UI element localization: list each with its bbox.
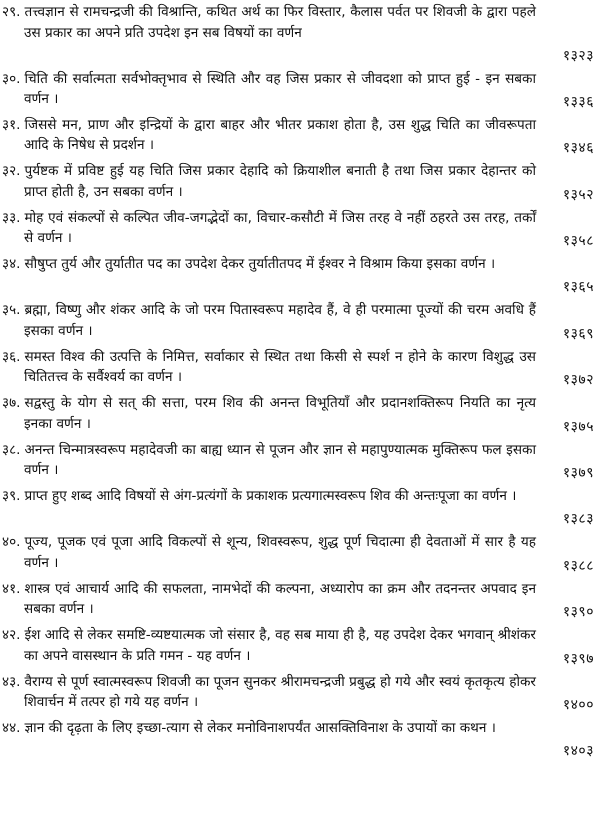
entry-text-block	[2, 393, 536, 434]
entry-number: ३५.	[2, 302, 21, 319]
entry-description: पूज्य, पूजक एवं पूजा आदि विकल्पों से शून्य, शिवस्वरूप, शुद्ध पूर्ण चिदात्मा ही देवताओं में सार है यह वर्णन ।	[24, 534, 536, 571]
toc-entry	[2, 625, 596, 671]
toc-entry	[2, 161, 596, 207]
toc-entry	[2, 347, 596, 393]
entry-number: ४३.	[2, 673, 21, 690]
entry-page-number: १३७२	[562, 372, 594, 389]
entry-page-number: १३८८	[562, 557, 594, 574]
entry-text-block	[2, 347, 536, 388]
entry-page-number: १३७९	[562, 465, 594, 482]
entry-number: ३३.	[2, 209, 21, 226]
toc-entry	[2, 486, 596, 532]
table-of-contents	[2, 2, 596, 764]
toc-entry	[2, 69, 596, 115]
entry-text-block	[2, 208, 536, 249]
entry-page-number: १४०३	[562, 743, 594, 760]
entry-page-number: १३६५	[562, 279, 594, 296]
entry-page-number: १३८३	[562, 511, 594, 528]
toc-entry	[2, 440, 596, 486]
entry-description: प्राप्त हुए शब्द आदि विषयों से अंग-प्रत्यंगों के प्रकाशक प्रत्यगात्मस्वरूप शिव की अन्तःपूजा का वर्णन ।	[24, 488, 517, 505]
entry-text-block	[2, 161, 536, 202]
entry-description: ब्रह्मा, विष्णु और शंकर आदि के जो परम पितास्वरूप महादेव हैं, वे ही परमात्मा पूज्यों की चरम अवधि हैं इसका वर्णन ।	[24, 302, 536, 339]
entry-description: अनन्त चिन्मात्रस्वरूप महादेवजी का बाह्य ध्यान से पूजन और ज्ञान से महापुण्यात्मक मुक्तिरूप फल इसका वर्णन ।	[24, 441, 536, 479]
entry-page-number: १३५२	[562, 186, 594, 203]
entry-number: ३६.	[2, 348, 21, 365]
entry-text-block	[2, 440, 536, 481]
entry-text-block	[2, 300, 536, 341]
entry-description: जिससे मन, प्राण और इन्द्रियों के द्वारा बाहर और भीतर प्रकाश होता है, उस शुद्ध चिति का जीवरूपता आदि के निषेध से प्रदर्शन ।	[24, 116, 536, 154]
entry-description: शास्त्र एवं आचार्य आदि की सफलता, नामभेदों की कल्पना, अध्यारोप का क्रम और तदनन्तर अपवाद इन सबका वर्णन ।	[24, 580, 536, 618]
entry-description: मोह एवं संकल्पों से कल्पित जीव-जगद्भेदों का, विचार-कसौटी में जिस तरह वे नहीं ठहरते उस तरह, तर्कों से वर्णन ।	[24, 209, 536, 247]
toc-entry	[2, 254, 596, 300]
entry-number: ३९.	[2, 488, 21, 505]
entry-number: ४०.	[2, 534, 21, 551]
entry-text-block	[2, 486, 536, 507]
entry-number: ३०.	[2, 70, 21, 87]
entry-description: ज्ञान की दृढ़ता के लिए इच्छा-त्याग से लेकर मनोविनाशपर्यंत आसक्तिविनाश के उपायों का कथन ।	[24, 719, 496, 736]
entry-text-block	[2, 69, 536, 110]
entry-description: सौषुप्त तुर्य और तुर्यातीत पद का उपदेश देकर तुर्यातीतपद में ईश्वर ने विश्राम किया इसका वर्णन ।	[24, 256, 496, 273]
entry-number: २९.	[2, 4, 21, 20]
entry-page-number: १३२३	[562, 47, 594, 64]
entry-number: ३१.	[2, 116, 21, 133]
entry-page-number: १३९७	[562, 650, 594, 667]
entry-text-block	[2, 532, 536, 573]
entry-page-number: १४००	[562, 696, 594, 713]
toc-entry	[2, 208, 596, 254]
toc-entry	[2, 672, 596, 718]
toc-entry	[2, 2, 596, 69]
entry-page-number: १३५८	[562, 233, 594, 250]
entry-text-block	[2, 625, 536, 666]
entry-page-number: १३६९	[562, 325, 594, 342]
entry-number: ३४.	[2, 256, 21, 273]
entry-text-block	[2, 115, 536, 156]
entry-page-number: १३३६	[562, 93, 594, 110]
entry-number: ४१.	[2, 580, 21, 597]
entry-description: तत्त्वज्ञान से रामचन्द्रजी की विश्रान्ति, कथित अर्थ का फिर विस्तार, कैलास पर्वत पर शिवजी के द्वारा पहले उस प्रकार का अपने प्रति उपदेश इन सब विषयों का वर्णन	[24, 4, 536, 41]
toc-entry	[2, 300, 596, 346]
toc-entry	[2, 393, 596, 439]
toc-entry	[2, 718, 596, 764]
entry-text-block	[2, 2, 536, 43]
entry-description: सद्वस्तु के योग से सत् की सत्ता, परम शिव की अनन्त विभूतियाँ और प्रदानशक्तिरूप नियति का नृत्य इनका वर्णन ।	[24, 395, 536, 432]
entry-page-number: १३७५	[562, 418, 594, 435]
entry-page-number: १३९०	[562, 604, 594, 621]
entry-number: ३२.	[2, 163, 21, 180]
entry-description: चिति की सर्वात्मता सर्वभोक्तृभाव से स्थिति और वह जिस प्रकार से जीवदशा को प्राप्त हुई - इन सबका वर्णन ।	[24, 70, 536, 107]
entry-number: ३८.	[2, 441, 21, 458]
entry-description: ईश आदि से लेकर समष्टि-व्यष्टयात्मक जो संसार है, वह सब माया ही है, यह उपदेश देकर भगवान् श्रीशंकर का अपने वासस्थान के प्रति गमन - यह वर्णन ।	[24, 627, 536, 664]
toc-entry	[2, 579, 596, 625]
entry-description: समस्त विश्व की उत्पत्ति के निमित्त, सर्वाकार से स्थित तथा किसी से स्पर्श न होने के कारण विशुद्ध उस चितितत्त्व के सर्वैश्वर्य का वर्णन ।	[24, 348, 536, 386]
toc-entry	[2, 532, 596, 578]
entry-page-number: १३४६	[562, 140, 594, 157]
entry-number: ४४.	[2, 719, 21, 736]
entry-text-block	[2, 579, 536, 620]
toc-entry	[2, 115, 596, 161]
entry-description: पुर्यष्टक में प्रविष्ट हुई यह चिति जिस प्रकार देहादि को क्रियाशील बनाती है तथा जिस प्रकार देहान्तर को प्राप्त होती है, उन सबका वर्णन ।	[24, 163, 536, 200]
entry-text-block	[2, 254, 536, 275]
entry-text-block	[2, 718, 536, 739]
entry-number: ४२.	[2, 627, 21, 644]
entry-text-block	[2, 672, 536, 713]
entry-description: वैराग्य से पूर्ण स्वात्मस्वरूप शिवजी का पूजन सुनकर श्रीरामचन्द्रजी प्रबुद्ध हो गये और स्वयं कृतकृत्य होकर शिवार्चन में तत्पर हो गये यह वर्णन ।	[24, 673, 536, 711]
entry-number: ३७.	[2, 395, 21, 412]
